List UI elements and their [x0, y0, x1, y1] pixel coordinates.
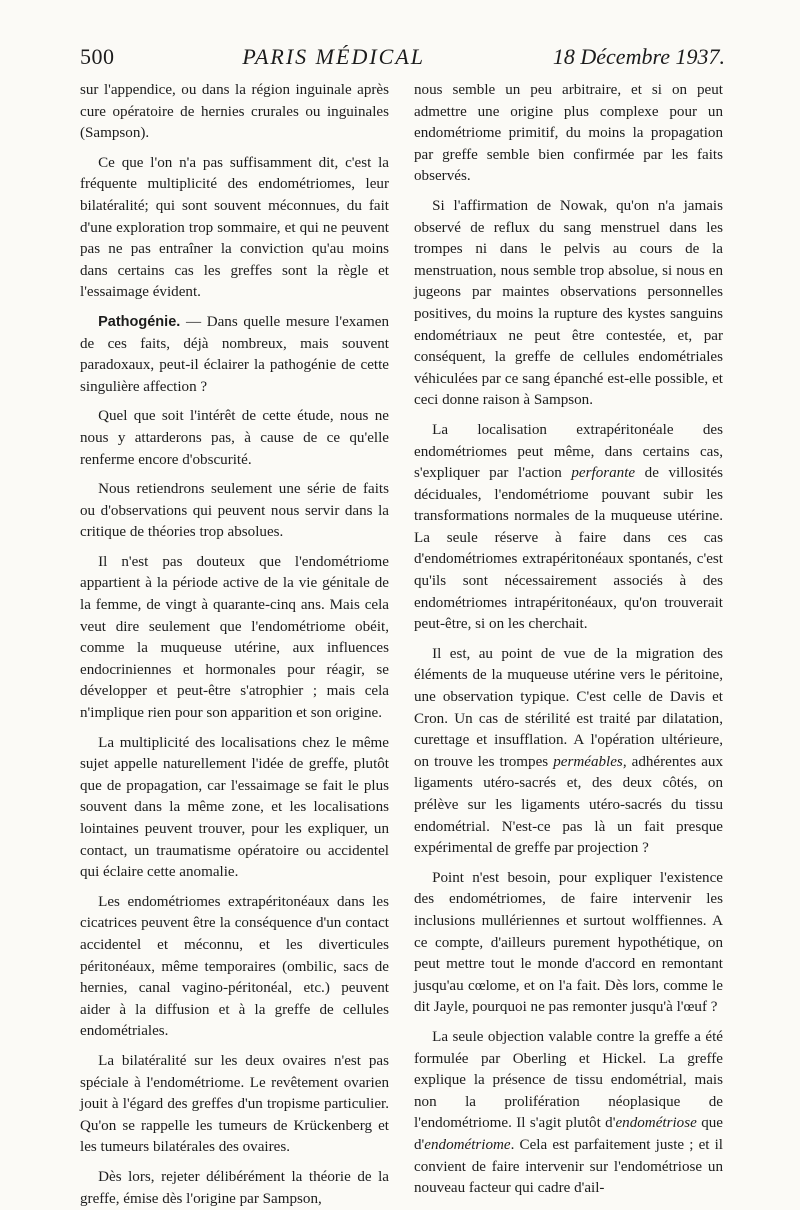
- issue-date: 18 Décembre 1937.: [552, 44, 725, 69]
- paragraph: Dès lors, rejeter délibérément la théorie de la greffe, émise dès l'origine par Sampson,: [80, 1168, 389, 1207]
- paragraph: [80, 312, 389, 398]
- paragraph: Ce que l'on n'a pas suffisamment dit, c'est la fréquente multiplicité des endométriomes, leur bilatéralité; qui sont souvent méconnues, du fait d'une exploration trop sommaire, et qui ne peuvent pas ne pas entraîner la conviction qu'au moins dans certains cas les greffes sont la règle et l'essaimage évident.: [80, 154, 389, 301]
- right-column: [414, 80, 723, 1200]
- paragraph: sur l'appendice, ou dans la région inguinale après cure opératoire de hernies crurales ou inguinales (Sampson).: [80, 82, 389, 142]
- paragraph: [414, 420, 723, 636]
- paragraph: [414, 644, 723, 860]
- paragraph-text: . Cela est parfaitement juste ; et il convient de faire intervenir sur l'endométriose un nouveau facteur qui cadre d'ail-: [414, 1136, 723, 1197]
- paragraph: Quel que soit l'intérêt de cette étude, nous ne nous y attarderons pas, à cause de ce qu'elle renferme encore d'obscurité.: [80, 408, 389, 468]
- paragraph: Il n'est pas douteux que l'endométriome appartient à la période active de la vie génitale de la femme, de vingt à quarante-cinq ans. Mais cela veut dire seulement que l'endométriome obéit, comme la muqueuse utérine, aux influences endocriniennes et hormonales pour réagir, se développer et peut-être s'atrophier ; mais cela n'implique rien pour son apparition et son origine.: [80, 553, 389, 722]
- paragraph: nous semble un peu arbitraire, et si on peut admettre une origine plus complexe pour un endométriome primitif, du moins la propagation par greffe semble bien confirmée par les faits observés.: [414, 82, 723, 185]
- page-header: [80, 44, 725, 78]
- paragraph: Nous retiendrons seulement une série de faits ou d'observations qui peuvent nous servir dans la critique de théories trop absolues.: [80, 481, 389, 541]
- paragraph-text: de villosités déciduales, l'endométriome pouvant subir les transformations normales de la muqueuse utérine. La seule réserve à faire dans ces cas d'endométriomes extrapéritonéaux spontanés, c'est qu'ils sont nécessairement associés à des endométriomes intrapéritonéaux, qu'on trouverait peut-être, si on les cherchait.: [414, 465, 723, 633]
- emphasis: perméables: [553, 753, 623, 770]
- paragraph: La multiplicité des localisations chez le même sujet appelle naturellement l'idée de greffe, plutôt que de propagation, car l'essaimage se fait le plus souvent dans la même zone, et les localisations lointaines peuvent trouver, pour les expliquer, un contact, un traumatisme opératoire ou accidentel qui éclaire cette anomalie.: [80, 734, 389, 881]
- emphasis: endométriose: [615, 1115, 697, 1132]
- journal-title: PARIS MÉDICAL: [242, 44, 426, 69]
- emphasis: perforante: [571, 465, 636, 482]
- paragraph-text: La seule objection valable contre la greffe a été formulée par Oberling et Hickel. La greffe explique la présence de tissu endométrial, mais non la prolifération néoplasique de l'endométriome. Il s'agit plutôt d': [414, 1028, 723, 1132]
- paragraph-text: La localisation extrapéritonéale des endométriomes peut même, dans certains cas, s'expliquer par l'action: [414, 421, 723, 482]
- paragraph-text: Il est, au point de vue de la migration des éléments de la muqueuse utérine vers le péritoine, une observation typique. C'est celle de Davis et Cron. Un cas de stérilité est traité par dilatation, curettage et insufflation. A l'opération ultérieure, on trouve les trompes: [414, 645, 723, 770]
- left-column: [80, 80, 389, 1210]
- emphasis: endométriome: [424, 1136, 511, 1153]
- paragraph: Point n'est besoin, pour expliquer l'existence des endométriomes, de faire intervenir les inclusions mullériennes et surtout wolffiennes. A ce compte, d'ailleurs purement hypothétique, on peut mettre tout le monde d'accord en remontant jusqu'au cœlome, et on l'a fait. Dès lors, comme le dit Jayle, pourquoi ne pas remonter jusqu'à l'œuf ?: [414, 869, 723, 1016]
- paragraph: La bilatéralité sur les deux ovaires n'est pas spéciale à l'endométriome. Le revêtement ovarien jouit à l'égard des greffes d'un tropisme particulier. Qu'on se rappelle les tumeurs de Krückenberg et les tumeurs bilatérales des ovaires.: [80, 1052, 389, 1156]
- page-number: 500: [80, 44, 115, 69]
- paragraph: Si l'affirmation de Nowak, qu'on n'a jamais observé de reflux du sang menstruel dans les trompes ni dans le pelvis au cours de la menstruation, nous semble trop absolue, si nous en jugeons par maintes observations personnelles positives, du moins la rupture des kystes sanguins endométriaux ne peut être contestée, et, par conséquent, la greffe de cellules endométriales véhiculées par ce sang épanché est-elle possible, et ceci donne raison à Sampson.: [414, 197, 723, 409]
- paragraph-text: que d': [414, 1115, 723, 1153]
- paragraph: [414, 1027, 723, 1200]
- paragraph-text: , adhérentes aux ligaments utéro-sacrés et, des deux côtés, on prélève sur les ligaments utéro-sacrés du tissu endométrial. N'est-ce pas là un fait presque expérimental de greffe par projection ?: [414, 753, 723, 857]
- section-heading: Pathogénie.: [98, 313, 181, 330]
- paragraph-text: — Dans quelle mesure l'examen de ces faits, déjà nombreux, mais souvent paradoxaux, peut-il éclairer la pathogénie de cette singulière affection ?: [80, 313, 389, 395]
- paragraph: Les endométriomes extrapéritonéaux dans les cicatrices peuvent être la conséquence d'un contact accidentel et méconnu, et les diverticules péritonéaux, même temporaires (ombilic, sacs de hernies, canal vagino-péritonéal, etc.) peuvent aider à la diffusion et à la greffe de cellules endométriales.: [80, 893, 389, 1040]
